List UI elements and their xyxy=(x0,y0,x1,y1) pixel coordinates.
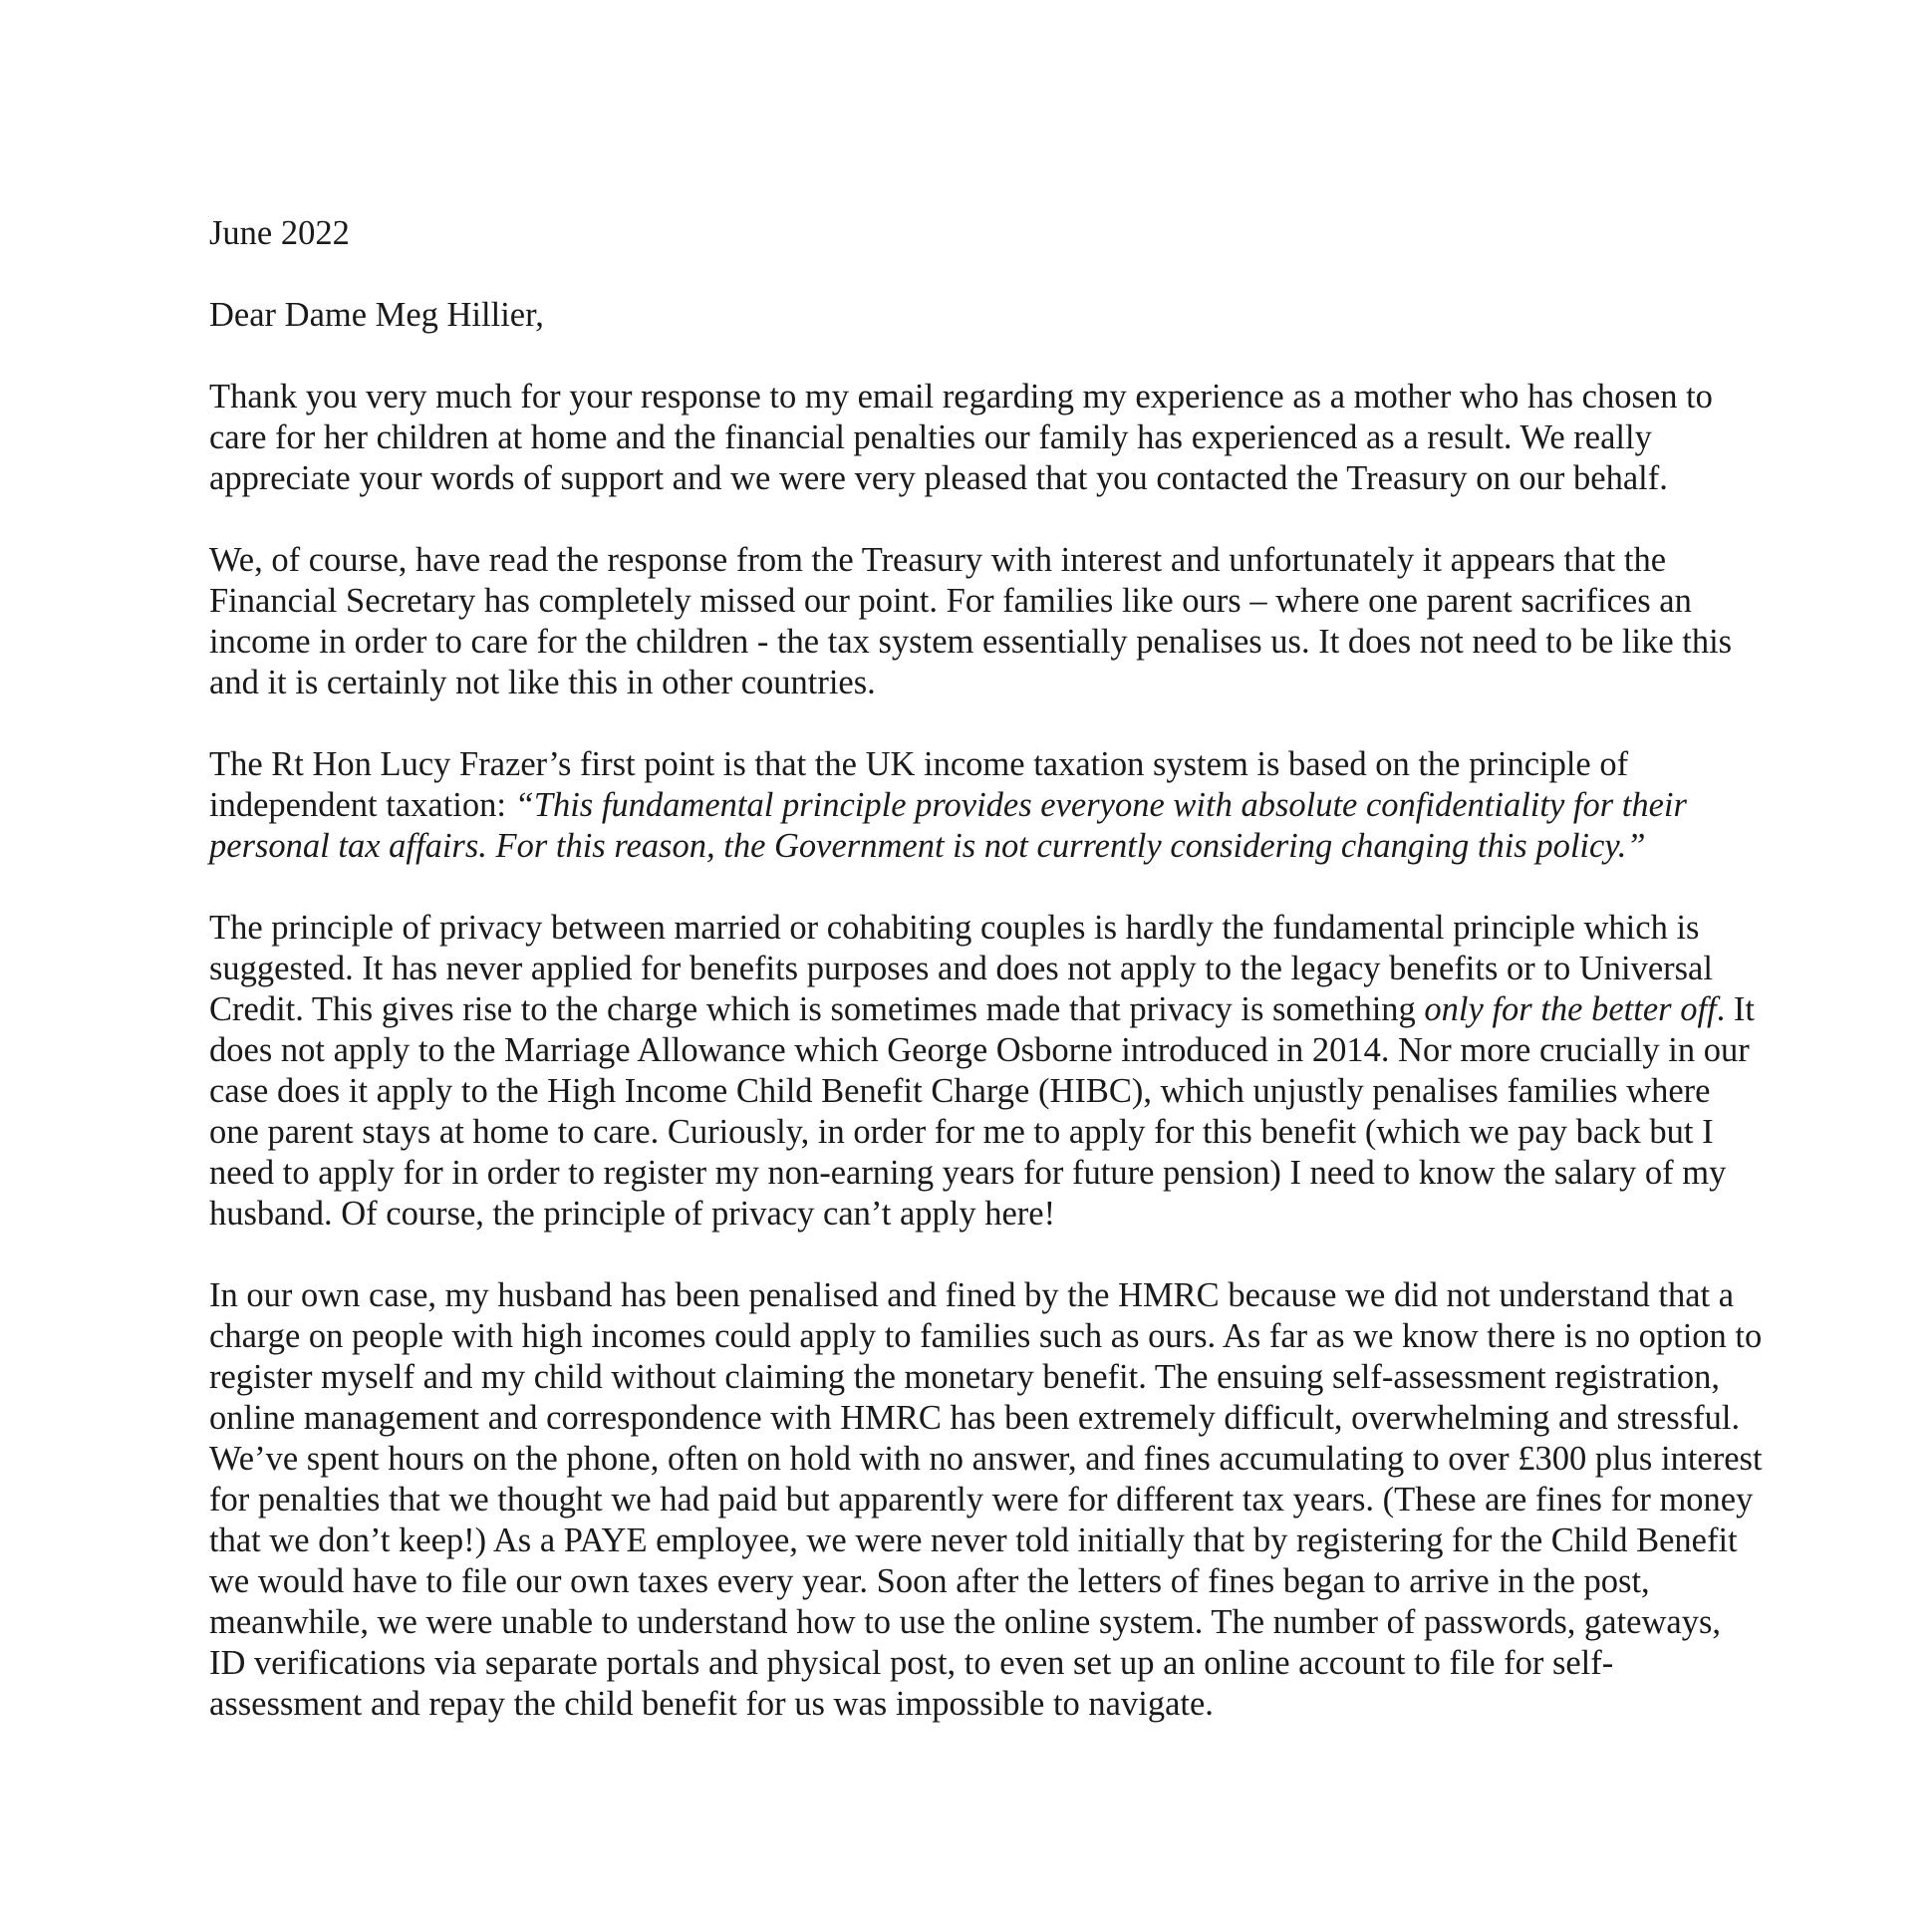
paragraph-independent-taxation xyxy=(209,744,1764,867)
paragraph-thanks: Thank you very much for your response to my email regarding my experience as a mother who has chosen to care for her children at home and the financial penalties our family has experienced as a result. We really appreciate your words of support and we were very pleased that you contacted the Treasury on our behalf. xyxy=(209,378,1713,497)
paragraph-privacy-part1: The principle of privacy between married or cohabiting couples is hardly the fundamental principle which is suggested. It has never applied for benefits purposes and does not apply to the legacy benefits or to Universal Credit. This gives rise to the charge which is sometimes made that privacy is something xyxy=(209,909,1713,1028)
letter-salutation: Dear Dame Meg Hillier, xyxy=(209,296,544,334)
paragraph-treasury-response: We, of course, have read the response from the Treasury with interest and unfortunately it appears that the Financial Secretary has completely missed our point. For families like ours – where one parent sacrifices an income in order to care for the children - the tax system essentially penalises us. It does not need to be like this and it is certainly not like this in other countries. xyxy=(209,541,1733,701)
letter-date: June 2022 xyxy=(209,214,350,252)
paragraph-privacy-part2: . It does not apply to the Marriage Allowance which George Osborne introduced in 2014. Nor more crucially in our case does it apply to the High Income Child Benefit Charge (HIBC), which unjustly penalises families where one parent stays at home to care. Curiously, in order for me to apply for this benefit (which we pay back but I need to apply for in order to register my non-earning years for future pension) I need to know the salary of my husband. Of course, the principle of privacy can’t apply here! xyxy=(209,990,1755,1233)
treasury-quote: “This fundamental principle provides everyone with absolute confidentiality for their personal tax affairs. For this reason, the Government is not currently considering changing this policy.” xyxy=(209,786,1687,865)
paragraph-privacy-principle xyxy=(209,908,1764,1235)
paragraph-privacy-emphasis: only for the better off xyxy=(1424,990,1717,1028)
letter-page xyxy=(209,213,1764,1766)
paragraph-independent-taxation-intro: The Rt Hon Lucy Frazer’s first point is that the UK income taxation system is based on the principle of independent taxation: xyxy=(209,745,1629,824)
paragraph-own-case: In our own case, my husband has been penalised and fined by the HMRC because we did not understand that a charge on people with high incomes could apply to families such as ours. As far as we know there is no option to register myself and my child without claiming the monetary benefit. The ensuing self-assessment registration, online management and correspondence with HMRC has been extremely difficult, overwhelming and stressful. We’ve spent hours on the phone, often on hold with no answer, and fines accumulating to over £300 plus interest for penalties that we thought we had paid but apparently were for different tax years. (These are fines for money that we don’t keep!) As a PAYE employee, we were never told initially that by registering for the Child Benefit we would have to file our own taxes every year. Soon after the letters of fines began to arrive in the post, meanwhile, we were unable to understand how to use the online system. The number of passwords, gateways, ID verifications via separate portals and physical post, to even set up an online account to file for self-assessment and repay the child benefit for us was impossible to navigate. xyxy=(209,1276,1763,1723)
